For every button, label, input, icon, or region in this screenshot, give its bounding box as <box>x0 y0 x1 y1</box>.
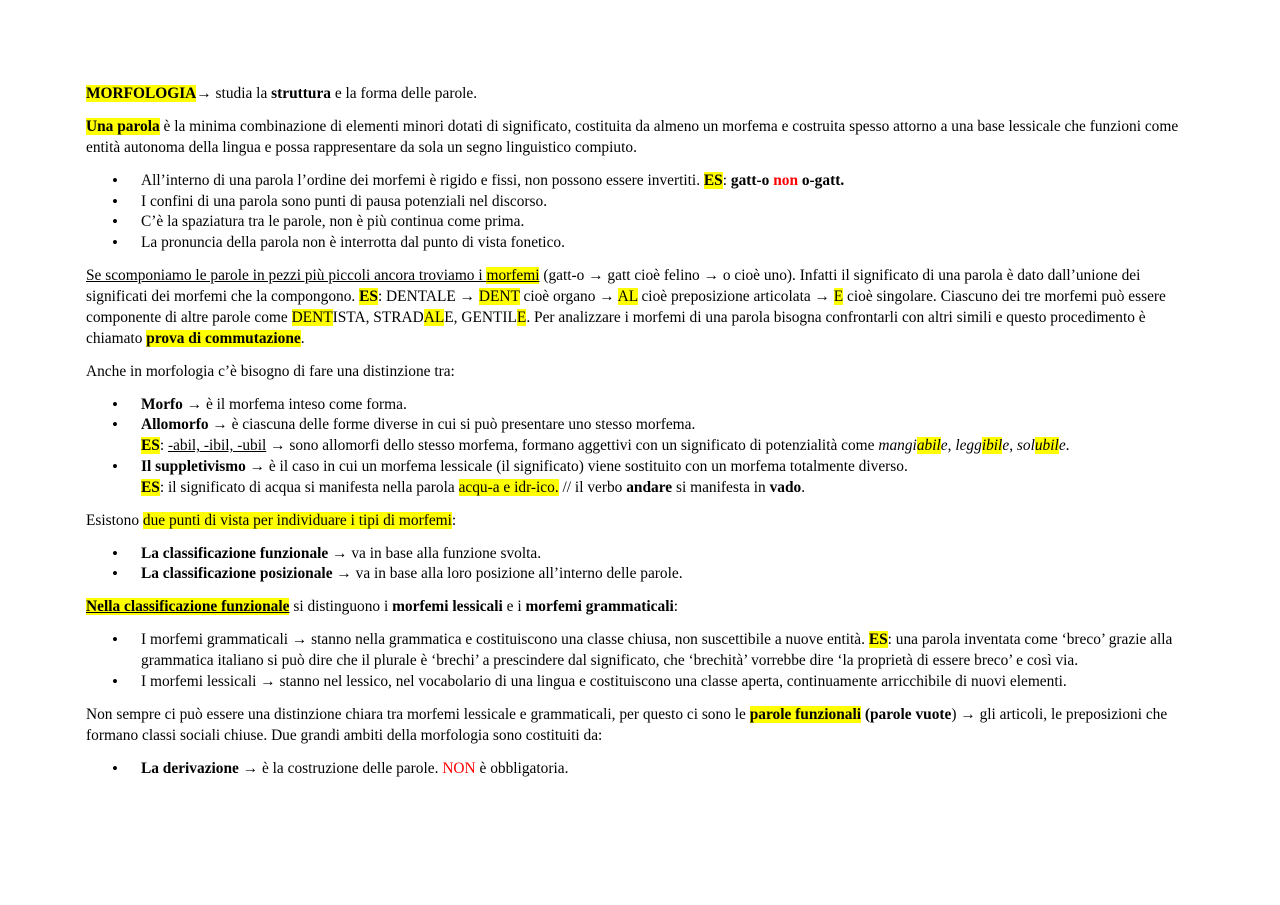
italic-text: mangi <box>878 437 917 455</box>
bold-text: andare <box>626 478 673 496</box>
text: e i <box>502 598 526 616</box>
highlight: acqu-a e idr-ico. <box>458 478 559 496</box>
text: , <box>1009 437 1017 455</box>
term-prova-di-commutazione: prova di commutazione <box>146 329 301 347</box>
list-item <box>86 415 1186 457</box>
text: . <box>300 329 305 347</box>
paragraph-punti-di-vista <box>86 511 1186 532</box>
list-item <box>86 630 1186 672</box>
underlined-text: -abil, -ibil, -ubil <box>167 437 267 455</box>
text: ISTA, STRAD <box>332 308 424 326</box>
text: : DENTALE → <box>377 287 479 305</box>
highlight: AL <box>423 308 445 326</box>
text: , <box>947 437 956 455</box>
list-item <box>86 759 1186 780</box>
bullet-list-parola <box>86 171 1186 254</box>
es-badge: ES <box>868 631 888 649</box>
text: → studia la <box>196 85 272 102</box>
text: : il significato di acqua si manifesta nella parola <box>159 478 459 496</box>
bullet-list-classificazione <box>86 544 1186 586</box>
text: e la forma delle parole. <box>330 85 478 102</box>
text: è la minima combinazione di elementi minori dotati di significato, costituita da almeno un morfema e costruita spesso attorno a una base lessicale che funzioni come entità autonoma della lingua e possa rappresentare da sola un segno linguistico compiuto. <box>86 117 1179 156</box>
highlight: ubil <box>1034 437 1059 455</box>
text: → è la costruzione delle parole. <box>238 759 443 777</box>
text: cioè preposizione articolata → <box>637 287 834 305</box>
text: . Per analizzare i morfemi di una parola bisogna confrontarli con altri simili e questo procedimento è chiamato <box>86 308 1146 347</box>
list-item <box>86 171 1186 192</box>
highlight: abil <box>916 437 941 455</box>
list-item <box>86 457 1186 499</box>
text: cioè singolare. Ciascuno dei tre morfemi può essere componente di altre parole come <box>86 287 1166 326</box>
heading-morfologia: MORFOLOGIA <box>86 85 197 102</box>
term-parole-funzionali: parole funzionali <box>749 706 862 723</box>
italic-text: e <box>1058 437 1066 455</box>
highlight: DENT <box>478 287 520 305</box>
text: : <box>722 171 731 189</box>
paragraph-classificazione-funzionale <box>86 597 1186 618</box>
text: // il verbo <box>558 478 627 496</box>
term-classificazione-posizionale: La classificazione posizionale <box>141 565 333 583</box>
text: : <box>159 437 168 455</box>
text: si distinguono i <box>289 598 393 616</box>
text: → va in base alla loro posizione all’interno delle parole. <box>332 565 683 583</box>
bold-text: morfemi grammaticali <box>525 598 674 616</box>
paragraph-distinzione: Anche in morfologia c’è bisogno di fare una distinzione tra: <box>86 362 455 380</box>
text: cioè organo → <box>519 287 618 305</box>
italic-text: legg <box>955 437 982 455</box>
bold-text: vado <box>769 478 802 496</box>
highlight: ibil <box>981 437 1003 455</box>
paragraph-definition <box>86 117 1186 159</box>
highlight: DENT <box>291 308 333 326</box>
text: Non sempre ci può essere una distinzione chiara tra morfemi lessicale e grammaticali, per questo ci sono le <box>86 706 750 723</box>
highlight: AL <box>617 287 638 305</box>
term-suppletivismo: Il suppletivismo <box>141 457 246 475</box>
bold-text: struttura <box>271 85 331 102</box>
bold-text: o-gatt. <box>798 171 845 189</box>
bullet-list-derivazione <box>86 759 1186 780</box>
italic-text: e <box>1002 437 1010 455</box>
document-body <box>86 84 1186 792</box>
list-item: • I confini di una parola sono punti di pausa potenziali nel discorso. <box>86 192 1186 213</box>
highlight: E <box>833 287 844 305</box>
text: : <box>673 598 679 616</box>
term-allomorfo: Allomorfo <box>141 416 209 434</box>
bold-text: (parole vuote <box>861 706 952 723</box>
list-item <box>86 564 1186 585</box>
text: si manifesta in <box>672 478 770 496</box>
term-una-parola: Una parola <box>86 117 160 135</box>
paragraph-morfemi <box>86 266 1186 349</box>
bold-text: morfemi lessicali <box>392 598 503 616</box>
text: → va in base alla funzione svolta. <box>328 544 542 562</box>
text: : <box>451 511 457 529</box>
text: (gatt-o → gatt cioè felino → o cioè uno). Infatti il significato di una parola è dato dall’unione dei significati dei morfemi che la compongono. <box>86 267 1141 305</box>
text: E, GENTIL <box>444 308 517 326</box>
es-badge: ES <box>359 287 378 305</box>
list-item: • I morfemi lessicali → stanno nel lessico, nel vocabolario di una lingua e costituiscono una classe aperta, continuamente arricchibile di nuovi elementi. <box>86 672 1186 693</box>
text: : una parola inventata come ‘breco’ grazie alla grammatica italiano si può dire che il plurale è ‘brechi’ a prescindere dal significato, che ‘brechità’ vorrebbe dire ‘la proprietà di essere breco’ e così via. <box>141 631 1173 670</box>
list-item: • La pronuncia della parola non è interrotta dal punto di vista fonetico. <box>86 233 1186 254</box>
bold-text: gatt-o <box>730 171 774 189</box>
text: → è ciascuna delle forme diverse in cui si può presentare uno stesso morfema. <box>208 416 696 434</box>
term-classificazione-funzionale: La classificazione funzionale <box>141 544 329 562</box>
red-text: non <box>773 171 799 189</box>
term-derivazione: La derivazione <box>141 759 239 777</box>
es-badge: ES <box>141 478 160 496</box>
text: ) → gli articoli, le preposizioni che formano classi sociali chiuse. Due grandi ambiti della morfologia sono costituiti da: <box>86 706 1168 744</box>
list-item: • C’è la spaziatura tra le parole, non è più continua come prima. <box>86 212 1186 233</box>
term-morfemi: morfemi <box>486 267 540 285</box>
highlight: due punti di vista per individuare i tipi di morfemi <box>142 511 452 529</box>
text: → è il morfema inteso come forma. <box>182 395 407 413</box>
list-item <box>86 544 1186 565</box>
italic-text: sol <box>1016 437 1035 455</box>
italic-text: e <box>940 437 948 455</box>
underlined-text: Se scomponiamo le parole in pezzi più piccoli ancora troviamo i <box>86 267 487 285</box>
text: . <box>1065 437 1070 455</box>
paragraph-parole-funzionali <box>86 705 1186 747</box>
text: → è il caso in cui un morfema lessicale (il significato) viene sostituito con un morfema totalmente diverso. <box>245 457 908 475</box>
bullet-list-morfemi <box>86 630 1186 692</box>
text: All’interno di una parola l’ordine dei morfemi è rigido e fissi, non possono essere invertiti. <box>141 171 704 189</box>
es-badge: ES <box>141 437 160 455</box>
term-morfo: Morfo <box>141 395 183 413</box>
text: → sono allomorfi dello stesso morfema, formano aggettivi con un significato di potenzialità come <box>266 437 879 455</box>
es-badge: ES <box>703 171 723 189</box>
paragraph-morfologia <box>86 84 1186 105</box>
bullet-list-morfo <box>86 395 1186 499</box>
heading-classificazione-funzionale: Nella classificazione funzionale <box>86 598 290 616</box>
text: è obbligatoria. <box>475 759 569 777</box>
red-text: NON <box>442 759 476 777</box>
text: Esistono <box>86 511 143 529</box>
text: I morfemi grammaticali → stanno nella grammatica e costituiscono una classe chiusa, non suscettibile a nuove entità. <box>141 631 869 649</box>
list-item <box>86 395 1186 416</box>
highlight: E <box>516 308 527 326</box>
text: . <box>801 478 806 496</box>
